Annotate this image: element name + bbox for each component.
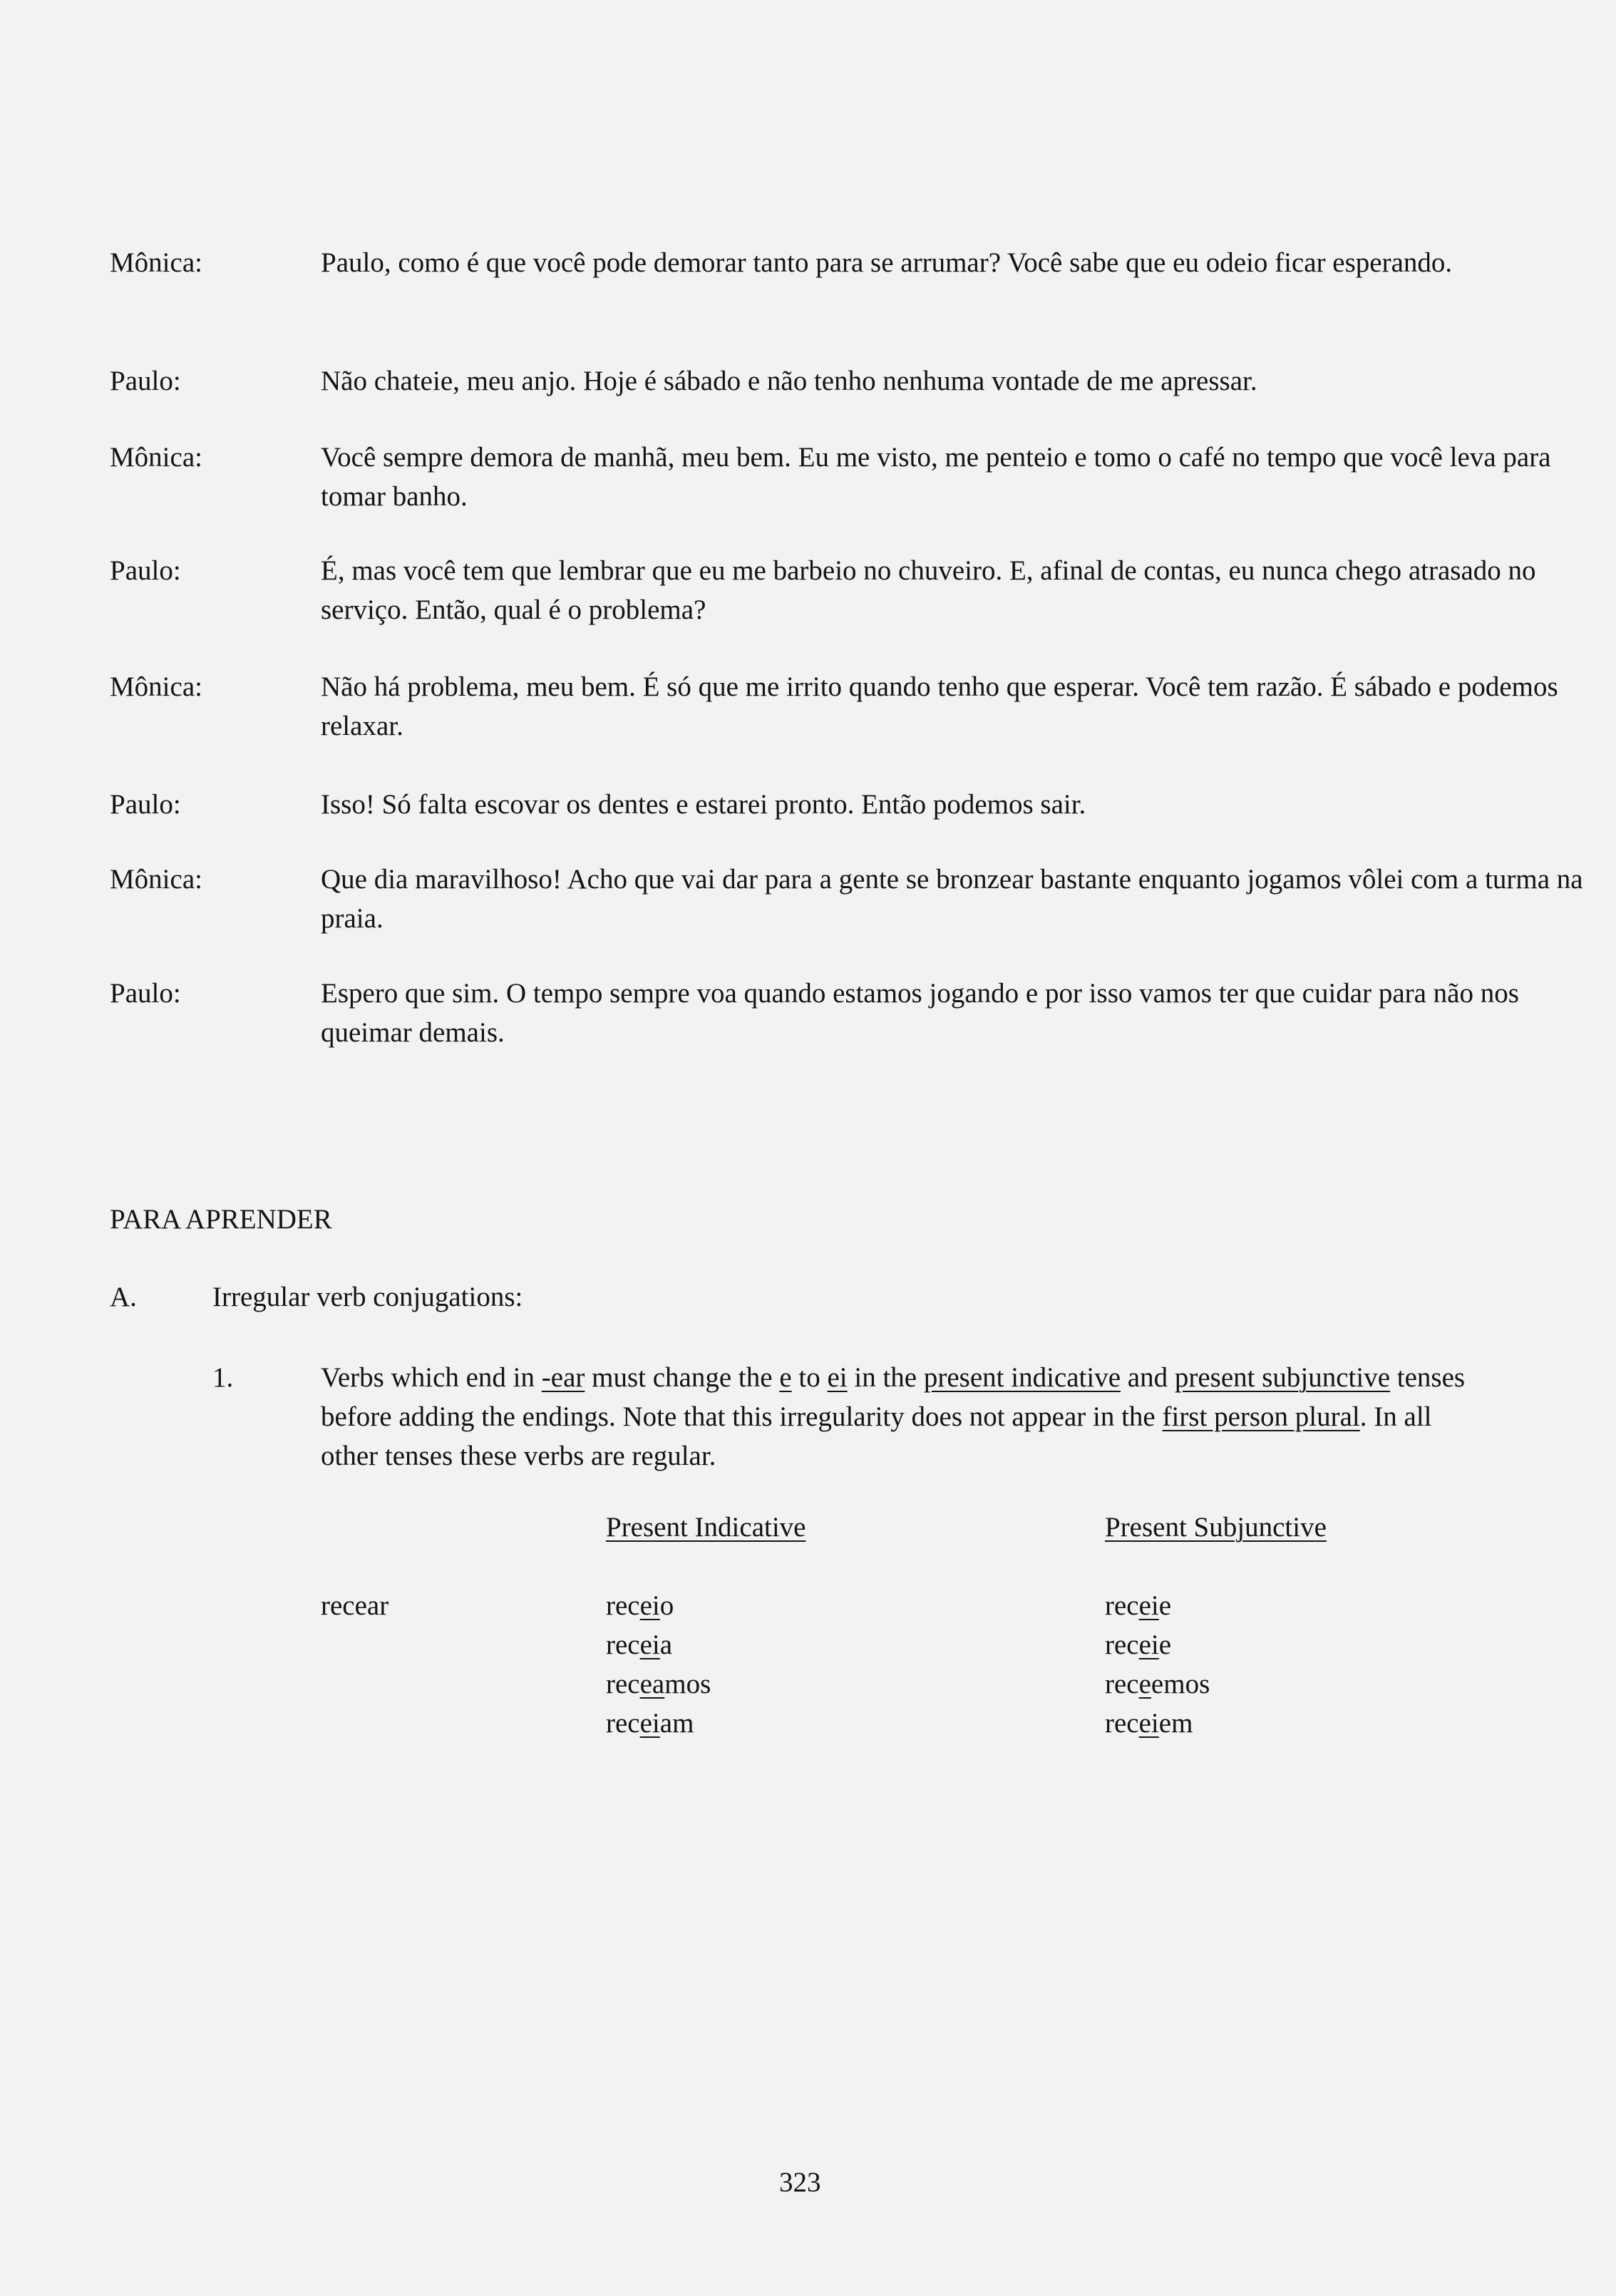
text: Verbs which end in <box>321 1362 542 1393</box>
speaker: Paulo: <box>110 978 181 1009</box>
underlined-text: e <box>779 1362 792 1393</box>
subsection-title: Irregular verb conjugations: <box>212 1282 523 1312</box>
utterance: Não há problema, meu bem. É só que me irrito quando tenho que esperar. Você tem razão. É sábado e podemos relaxar. <box>321 671 1558 741</box>
text: in the <box>847 1362 924 1393</box>
utterance: Paulo, como é que você pode demorar tanto para se arrumar? Você sabe que eu odeio ficar esperando. <box>321 247 1453 278</box>
subsection-letter: A. <box>110 1282 137 1312</box>
text: tenses before adding the endings. Note that this irregularity does not appear in the <box>321 1362 1466 1432</box>
speaker: Paulo: <box>110 789 181 820</box>
utterance: Que dia maravilhoso! Acho que vai dar para a gente se bronzear bastante enquanto jogamos vôlei com a turma na praia. <box>321 864 1583 934</box>
speaker: Paulo: <box>110 366 181 396</box>
utterance: Não chateie, meu anjo. Hoje é sábado e não tenho nenhuma vontade de me apressar. <box>321 366 1257 396</box>
text: must change the <box>585 1362 780 1393</box>
underlined-text: first person plural <box>1162 1401 1360 1432</box>
utterance: Espero que sim. O tempo sempre voa quando estamos jogando e por isso vamos ter que cuidar para não nos queimar demais. <box>321 978 1519 1048</box>
speaker: Mônica: <box>110 864 202 895</box>
section-title: PARA APRENDER <box>110 1204 332 1235</box>
conjugation-form: receiam <box>606 1708 694 1739</box>
header-present-indicative: Present Indicative <box>606 1512 806 1543</box>
conjugation-form: receamos <box>606 1669 711 1699</box>
text: to <box>791 1362 828 1393</box>
conjugation-form: receiem <box>1105 1708 1193 1739</box>
item-number: 1. <box>212 1362 234 1393</box>
text: . In all other tenses these verbs are regular. <box>321 1401 1432 1471</box>
speaker: Mônica: <box>110 442 202 473</box>
utterance: É, mas você tem que lembrar que eu me barbeio no chuveiro. E, afinal de contas, eu nunca chego atrasado no serviço. Então, qual é o problema? <box>321 555 1536 625</box>
underlined-text: -ear <box>541 1362 585 1393</box>
underlined-text: present subjunctive <box>1174 1362 1391 1393</box>
infinitive: recear <box>321 1590 389 1621</box>
subjunctive-column <box>1105 1586 1210 1743</box>
indicative-column <box>606 1586 711 1743</box>
underlined-text: present indicative <box>923 1362 1121 1393</box>
speaker: Mônica: <box>110 247 202 278</box>
speaker: Paulo: <box>110 555 181 586</box>
underlined-text: ei <box>827 1362 848 1393</box>
conjugation-form: receie <box>1105 1630 1172 1660</box>
conjugation-form: receia <box>606 1630 673 1660</box>
speaker: Mônica: <box>110 671 202 702</box>
conjugation-form: receio <box>606 1590 674 1621</box>
text: and <box>1121 1362 1175 1393</box>
item-paragraph <box>321 1358 1490 1476</box>
conjugation-form: receemos <box>1105 1669 1210 1699</box>
conjugation-form: receie <box>1105 1590 1172 1621</box>
page-number: 323 <box>779 2167 821 2198</box>
utterance: Você sempre demora de manhã, meu bem. Eu me visto, me penteio e tomo o café no tempo que você leva para tomar banho. <box>321 442 1551 512</box>
utterance: Isso! Só falta escovar os dentes e estarei pronto. Então podemos sair. <box>321 789 1086 820</box>
header-present-subjunctive: Present Subjunctive <box>1105 1512 1327 1543</box>
